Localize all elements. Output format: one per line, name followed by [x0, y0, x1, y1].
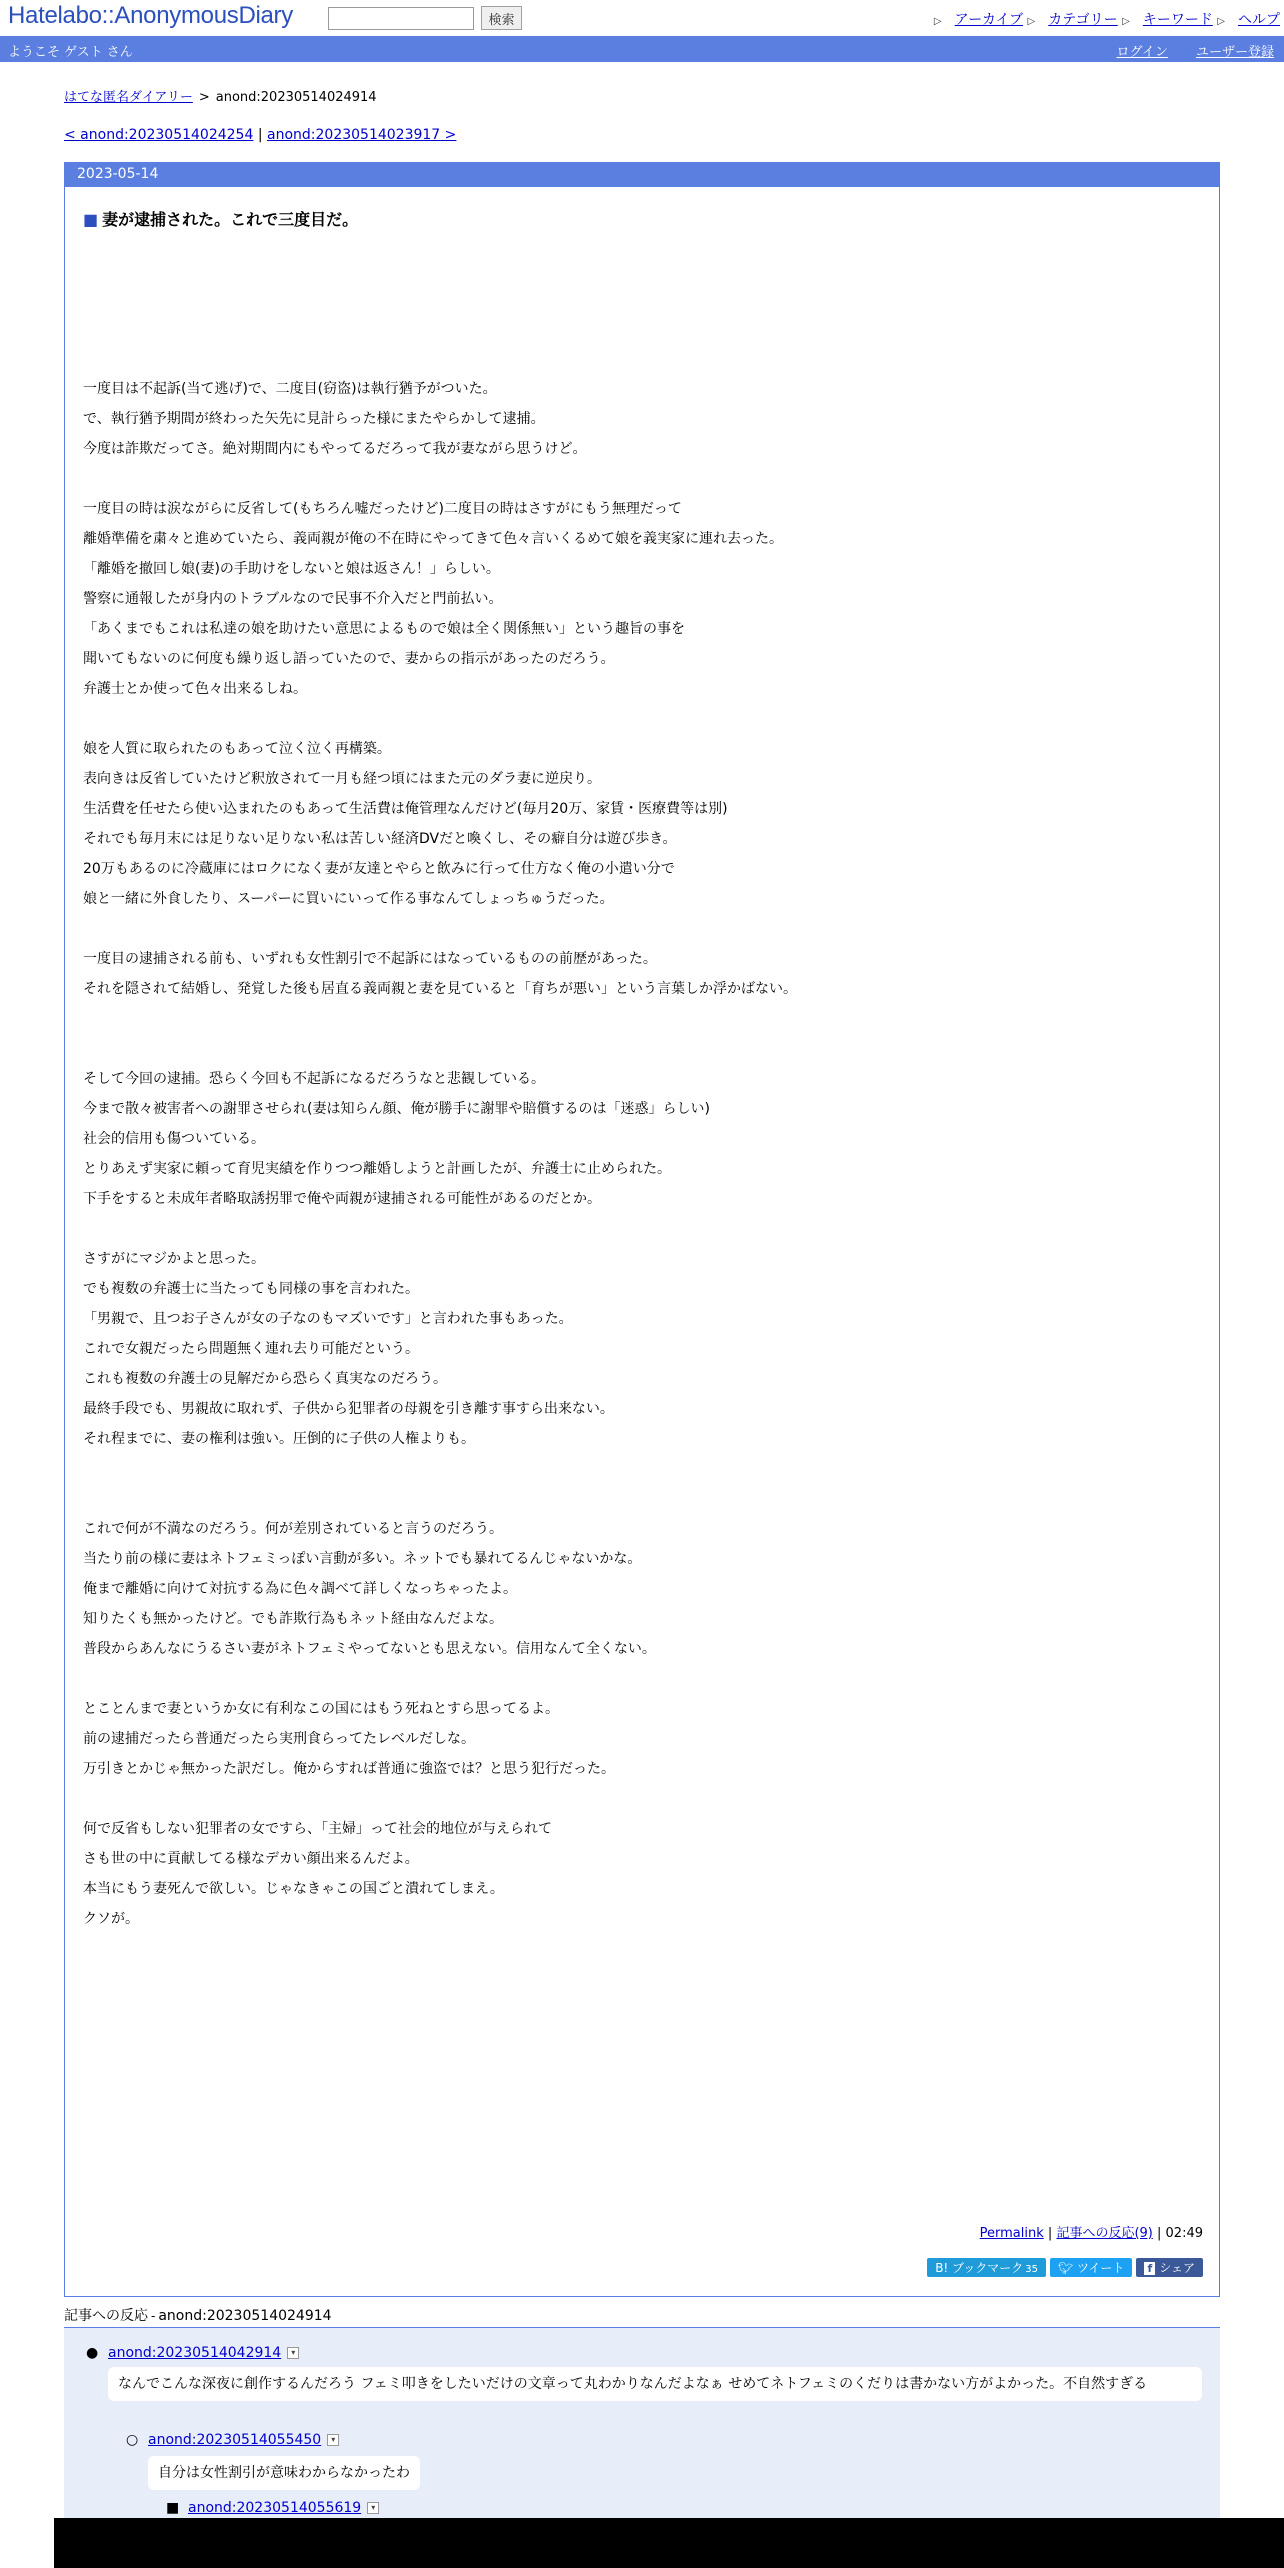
permalink-link[interactable]: Permalink [979, 2226, 1044, 2241]
body-line: 「離婚を撤回し娘(妻)の手助けをしないと娘は返さん！」らしい。 [83, 561, 500, 577]
breadcrumb-home[interactable]: はてな匿名ダイアリー [64, 90, 193, 105]
body-line [83, 464, 1183, 494]
entry-box [64, 162, 1220, 2297]
bullet-icon: ■ [166, 2500, 180, 2516]
body-line [83, 1454, 1183, 1484]
facebook-icon: f [1144, 2262, 1155, 2275]
body-line [83, 914, 1183, 944]
register-link[interactable]: ユーザー登録 [1195, 45, 1274, 60]
reaction-bubble: なんでこんな深夜に創作するんだろう フェミ叩きをしたいだけの文章って丸わかりなんだよなぁ せめてネトフェミのくだりは書かない方がよかった。不自然すぎる [108, 2367, 1202, 2401]
body-line: 社会的信用も傷ついている。 [83, 1131, 265, 1147]
tweet-button[interactable] [1050, 2258, 1132, 2277]
breadcrumb-separator: > [198, 90, 210, 105]
body-line [83, 1484, 1183, 1514]
footer-separator: | [1157, 2226, 1162, 2241]
nav-archive[interactable]: アーカイブ [954, 12, 1024, 28]
nav-category[interactable]: カテゴリー [1048, 12, 1118, 28]
entry-title-text: 妻が逮捕された。これで三度目だ。 [102, 210, 359, 229]
body-line: 知りたくも無かったけど。でも詐欺行為もネット経由なんだよな。 [83, 1611, 503, 1627]
reactions-target: anond:20230514024914 [158, 2308, 332, 2324]
bookmark-count: 35 [1025, 2264, 1038, 2275]
body-line: 一度目の時は涙ながらに反省して(もちろん嘘だったけど)二度目の時はさすがにもう無理だって [83, 501, 682, 517]
body-line: 20万もあるのに冷蔵庫にはロクになく妻が友達とやらと飲みに行って仕方なく俺の小遣い分で [83, 861, 675, 877]
share-buttons [923, 2258, 1203, 2277]
body-line: とりあえず実家に頼って育児実績を作りつつ離婚しようと計画したが、弁護士に止められた。 [83, 1161, 671, 1177]
entry-title [83, 207, 358, 230]
reaction-item [166, 2500, 379, 2516]
tweet-label: ツイート [1077, 2261, 1125, 2275]
nav-arrow-icon: ▷ [1122, 16, 1130, 27]
body-line: 聞いてもないのに何度も繰り返し語っていたので、妻からの指示があったのだろう。 [83, 651, 615, 667]
bullet-icon: ○ [126, 2432, 139, 2448]
entry-date: 2023-05-14 [65, 163, 1219, 187]
body-line: 生活費を任せたら使い込まれたのもあって生活費は俺管理なんだけど(毎月20万、家賃・医療費等は別) [83, 801, 728, 817]
bookmark-label: B! ブックマーク [935, 2261, 1024, 2275]
body-line: とことんまで妻というか女に有利なこの国にはもう死ねとすら思ってるよ。 [83, 1701, 559, 1717]
pager-separator: | [257, 127, 263, 143]
facebook-share-label: シェア [1159, 2261, 1195, 2275]
user-bar [0, 36, 1284, 62]
body-line: で、執行猶予期間が終わった矢先に見計らった様にまたやらかして逮捕。 [83, 411, 545, 427]
bottom-overlay [54, 2518, 1284, 2568]
twitter-icon: 🐦︎ [1057, 2261, 1078, 2275]
body-line: 今まで散々被害者への謝罪させられ(妻は知らん顔、俺が勝手に謝罪や賠償するのは「迷惑」らしい) [83, 1101, 710, 1117]
next-entry-link[interactable]: anond:20230514023917 > [267, 127, 457, 143]
top-header [0, 0, 1284, 36]
search-input[interactable] [328, 7, 474, 30]
body-line: 俺まで離婚に向けて対抗する為に色々調べて詳しくなっちゃったよ。 [83, 1581, 517, 1597]
reaction-item [86, 2345, 299, 2361]
body-line: 弁護士とか使って色々出来るしね。 [83, 681, 307, 697]
body-line: 一度目の逮捕される前も、いずれも女性割引で不起訴にはなっているものの前歴があった。 [83, 951, 657, 967]
prev-entry-link[interactable]: < anond:20230514024254 [64, 127, 254, 143]
nav-arrow-icon: ▷ [933, 16, 942, 27]
body-line [83, 1784, 1183, 1814]
body-line [83, 1004, 1183, 1034]
body-line: それを隠されて結婚し、発覚した後も居直る義両親と妻を見ていると「育ちが悪い」という言葉しか浮かばない。 [83, 981, 797, 997]
body-line [83, 1214, 1183, 1244]
body-line: 娘と一緒に外食したり、スーパーに買いにいって作る事なんてしょっちゅうだった。 [83, 891, 614, 907]
reaction-link[interactable]: anond:20230514042914 [108, 2345, 282, 2361]
nav-arrow-icon: ▷ [1027, 16, 1036, 27]
body-line: 「あくまでもこれは私達の娘を助けたい意思によるもので娘は全く関係無い」という趣旨の事を [83, 621, 685, 637]
body-line: クソが。 [83, 1911, 139, 1927]
reactions-link[interactable]: 記事への反応(9) [1056, 2226, 1153, 2241]
facebook-share-button[interactable] [1136, 2258, 1203, 2277]
reactions-heading [64, 2305, 332, 2325]
body-line: これも複数の弁護士の見解だから恐らく真実なのだろう。 [83, 1371, 447, 1387]
body-line: さすがにマジかよと思った。 [83, 1251, 265, 1267]
body-line: それ程までに、妻の権利は強い。圧倒的に子供の人権よりも。 [83, 1431, 475, 1447]
login-link[interactable]: ログイン [1116, 45, 1168, 60]
nav-help[interactable]: ヘルプ [1238, 12, 1280, 28]
welcome-text: ようこそ ゲスト さん [8, 45, 133, 60]
body-line: 当たり前の様に妻はネトフェミっぽい言動が多い。ネットでも暴れてるんじゃないかな。 [83, 1551, 642, 1567]
body-line: そして今回の逮捕。恐らく今回も不起訴になるだろうなと悲観している。 [83, 1071, 545, 1087]
body-line: 一度目は不起訴(当て逃げ)で、二度目(窃盗)は執行猶予がついた。 [83, 381, 497, 397]
search-button[interactable]: 検索 [481, 6, 522, 30]
site-logo[interactable]: Hatelabo::AnonymousDiary [8, 2, 293, 29]
body-line [83, 1664, 1183, 1694]
reaction-link[interactable]: anond:20230514055619 [188, 2500, 362, 2516]
entry-time: 02:49 [1165, 2226, 1203, 2241]
hatena-bookmark-button[interactable] [927, 2258, 1046, 2277]
breadcrumb [64, 86, 377, 105]
body-line: 表向きは反省していたけど釈放されて一月も経つ頃にはまた元のダラ妻に逆戻り。 [83, 771, 601, 787]
body-line: これで何が不満なのだろう。何が差別されていると言うのだろう。 [83, 1521, 503, 1537]
body-line: 「男親で、且つお子さんが女の子なのもマズいです」と言われた事もあった。 [83, 1311, 573, 1327]
body-line [83, 1034, 1183, 1064]
chevron-down-icon[interactable]: ▾ [287, 2347, 299, 2359]
chevron-down-icon[interactable]: ▾ [367, 2502, 379, 2514]
body-line: 本当にもう妻死んで欲しい。じゃなきゃこの国ごと潰れてしまえ。 [83, 1881, 504, 1897]
body-line: 何で反省もしない犯罪者の女ですら、「主婦」って社会的地位が与えられて [83, 1821, 552, 1837]
nav-keyword[interactable]: キーワード [1142, 12, 1213, 28]
body-line: でも複数の弁護士に当たっても同様の事を言われた。 [83, 1281, 419, 1297]
body-line [83, 704, 1183, 734]
top-nav [934, 9, 1280, 29]
chevron-down-icon[interactable]: ▾ [327, 2434, 339, 2446]
reactions-dash: - [151, 2309, 156, 2323]
body-line: 前の逮捕だったら普通だったら実刑食らってたレベルだしな。 [83, 1731, 475, 1747]
reactions-heading-text: 記事への反応 [64, 2308, 148, 2324]
reaction-link[interactable]: anond:20230514055450 [148, 2432, 322, 2448]
body-line: 娘を人質に取られたのもあって泣く泣く再構築。 [83, 741, 391, 757]
body-line: 今度は詐欺だってさ。絶対期間内にもやってるだろって我が妻ながら思うけど。 [83, 441, 587, 457]
entry-footer [980, 2222, 1203, 2241]
entry-pager [64, 127, 456, 143]
body-line: 普段からあんなにうるさい妻がネトフェミやってないとも思えない。信用なんて全くない。 [83, 1641, 656, 1657]
bullet-icon: ● [86, 2345, 99, 2361]
entry-square-icon[interactable]: ■ [83, 210, 99, 229]
body-line: 下手をすると未成年者略取誘拐罪で俺や両親が逮捕される可能性があるのだとか。 [83, 1191, 601, 1207]
reaction-bubble: 自分は女性割引が意味わからなかったわ [148, 2456, 420, 2490]
body-line: さも世の中に貢献してる様なデカい顔出来るんだよ。 [83, 1851, 419, 1867]
body-line: 離婚準備を粛々と進めていたら、義両親が俺の不在時にやってきて色々言いくるめて娘を義実家に連れ去った。 [83, 531, 783, 547]
footer-separator: | [1047, 2226, 1053, 2241]
body-line: これで女親だったら問題無く連れ去り可能だという。 [83, 1341, 419, 1357]
entry-body [83, 374, 1183, 1934]
breadcrumb-current: anond:20230514024914 [215, 90, 377, 105]
body-line: それでも毎月末には足りない足りない私は苦しい経済DVだと喚くし、その癖自分は遊び歩き。 [83, 831, 677, 847]
body-line: 警察に通報したが身内のトラブルなので民事不介入だと門前払い。 [83, 591, 503, 607]
nav-arrow-icon: ▷ [1217, 16, 1225, 27]
body-line: 最終手段でも、男親故に取れず、子供から犯罪者の母親を引き離す事すら出来ない。 [83, 1401, 614, 1417]
reaction-item [126, 2432, 339, 2448]
body-line: 万引きとかじゃ無かった訳だし。俺からすれば普通に強盗では？と思う犯行だった。 [83, 1761, 615, 1777]
